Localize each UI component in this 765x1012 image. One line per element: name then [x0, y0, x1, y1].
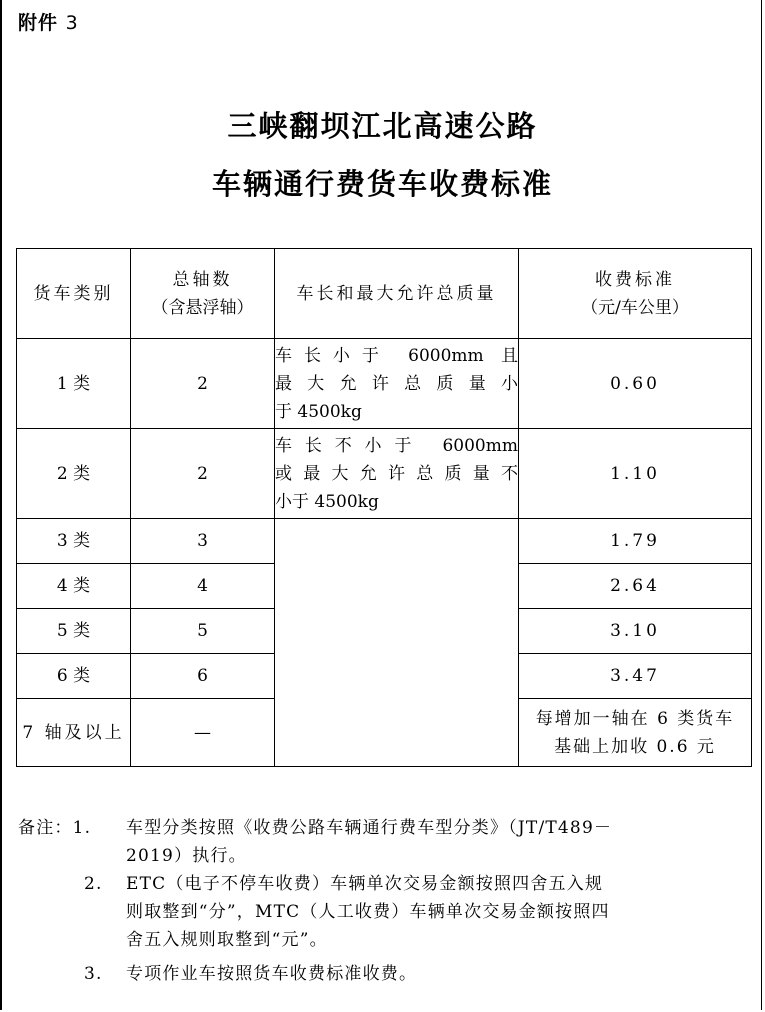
- table-header-row: [17, 249, 752, 339]
- row1-axles: 2: [131, 339, 275, 429]
- row4-category: 4 类: [17, 564, 131, 609]
- row2-size-line1: 车长不小于 6000mm: [275, 435, 518, 456]
- row2-rate: 1.10: [519, 429, 752, 519]
- row6-category: 6 类: [17, 654, 131, 699]
- header-size: 车长和最大允许总质量: [275, 249, 519, 339]
- attachment-text: 附件: [18, 12, 59, 34]
- attachment-label: [18, 8, 79, 35]
- row2-size-line2: 或最大允许总质量不: [275, 463, 518, 484]
- row2-axles: 2: [131, 429, 275, 519]
- note-3-num: 3.: [84, 964, 103, 984]
- attachment-number: 3: [65, 12, 79, 34]
- row4-rate: 2.64: [519, 564, 752, 609]
- table-row: [17, 519, 752, 564]
- header-rate-line2: （元/车公里）: [581, 297, 689, 318]
- row5-rate: 3.10: [519, 609, 752, 654]
- merged-size-cell: [275, 519, 519, 767]
- row1-size-line3: 于 4500kg: [275, 401, 362, 422]
- row1-category: 1 类: [17, 339, 131, 429]
- header-rate-line1: 收费标准: [595, 269, 675, 290]
- note-1-line2: 2019）执行。: [126, 846, 247, 866]
- row2-size: [275, 429, 519, 519]
- note-item-3: [18, 960, 748, 988]
- header-axles-line2: （含悬浮轴）: [151, 297, 254, 318]
- note-2-line3: 舍五入规则取整到“元”。: [126, 930, 328, 950]
- row5-axles: 5: [131, 609, 275, 654]
- note-2-num: 2.: [84, 874, 103, 894]
- header-rate: [519, 249, 752, 339]
- row1-size: [275, 339, 519, 429]
- note-item-1: [18, 814, 748, 870]
- row1-rate: 0.60: [519, 339, 752, 429]
- header-category: 货车类别: [17, 249, 131, 339]
- note-item-2: [18, 870, 748, 954]
- header-axles: [131, 249, 275, 339]
- row3-rate: 1.79: [519, 519, 752, 564]
- row1-size-line2: 最大允许总质量小: [275, 373, 518, 394]
- notes-section: [18, 814, 748, 988]
- row5-category: 5 类: [17, 609, 131, 654]
- document-title-line2: 车辆通行费货车收费标准: [211, 167, 553, 201]
- row4-axles: 4: [131, 564, 275, 609]
- note-2-line1: ETC（电子不停车收费）车辆单次交易金额按照四舍五入规: [126, 874, 604, 894]
- note-label-and-num: [18, 814, 126, 842]
- row7-rate-line1: 每增加一轴在 6 类货车: [535, 708, 735, 729]
- row3-category: 3 类: [17, 519, 131, 564]
- row7-rate: [519, 699, 752, 767]
- row3-axles: 3: [131, 519, 275, 564]
- note-2-line2: 则取整到“分”，MTC（人工收费）车辆单次交易金额按照四: [126, 902, 610, 922]
- notes-label: 备注：: [18, 818, 73, 838]
- row6-rate: 3.47: [519, 654, 752, 699]
- row1-size-line1: 车长小于 6000mm 且: [275, 345, 518, 366]
- note-3-line1: 专项作业车按照货车收费标准收费。: [126, 964, 418, 984]
- row6-axles: 6: [131, 654, 275, 699]
- row7-category: 7 轴及以上: [17, 699, 131, 767]
- note-1-line1: 车型分类按照《收费公路车辆通行费车型分类》（JT/T489－: [126, 818, 613, 838]
- row2-category: 2 类: [17, 429, 131, 519]
- fee-standard-table: [16, 248, 752, 767]
- table-row: [17, 339, 752, 429]
- table-row: [17, 429, 752, 519]
- header-axles-line1: 总轴数: [172, 269, 233, 290]
- note-1-num: 1.: [72, 818, 92, 838]
- document-title-line1: 三峡翻坝江北高速公路: [227, 109, 538, 143]
- row7-rate-line2: 基础上加收 0.6 元: [554, 736, 716, 757]
- row7-axles: —: [131, 699, 275, 767]
- row2-size-line3: 小于 4500kg: [275, 491, 379, 512]
